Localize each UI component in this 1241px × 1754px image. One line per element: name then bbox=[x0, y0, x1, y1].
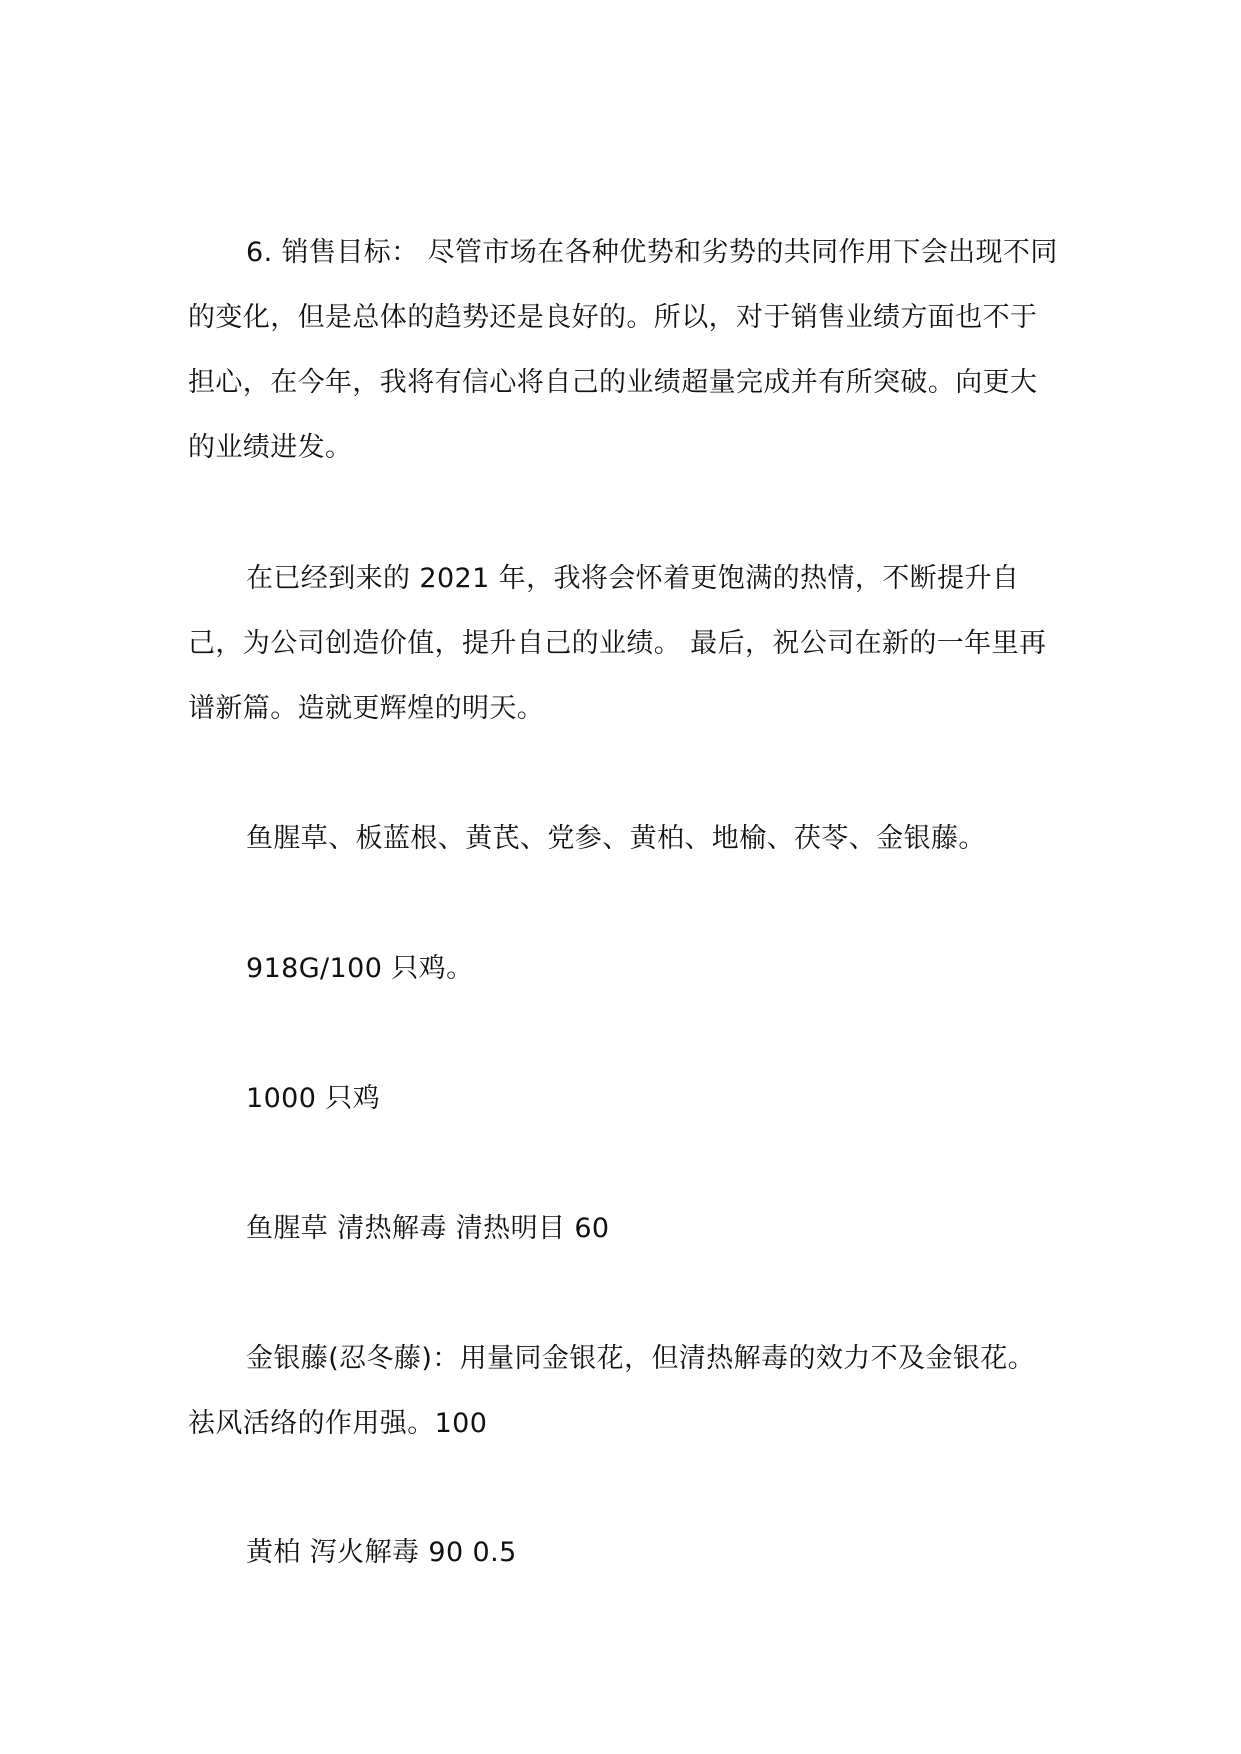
paragraph-chicken-count: 1000 只鸡 bbox=[246, 1083, 381, 1114]
paragraph-sales-target: 6. 销售目标： 尽管市场在各种优势和劣势的共同作用下会出现不同的变化，但是总体的趋势还是良好的。所以，对于销售业绩方面也不于担心，在今年，我将有信心将自己的业绩超量完成并有所突破。向更大的业绩进发。 bbox=[188, 237, 1058, 463]
paragraph-herb-houttuynia: 鱼腥草 清热解毒 清热明目 60 bbox=[246, 1213, 610, 1244]
paragraph-herb-list: 鱼腥草、板蓝根、黄芪、党参、黄柏、地榆、茯苓、金银藤。 bbox=[246, 823, 986, 854]
paragraph-new-year-outlook: 在已经到来的 2021 年，我将会怀着更饱满的热情，不断提升自己，为公司创造价值，提升自己的业绩。 最后，祝公司在新的一年里再谱新篇。造就更辉煌的明天。 bbox=[188, 563, 1047, 724]
paragraph-dosage: 918G/100 只鸡。 bbox=[246, 953, 474, 984]
paragraph-herb-phellodendron: 黄柏 泻火解毒 90 0.5 bbox=[246, 1537, 517, 1568]
paragraph-herb-lonicera-vine: 金银藤(忍冬藤)：用量同金银花，但清热解毒的效力不及金银花。祛风活络的作用强。100 bbox=[188, 1343, 1036, 1439]
